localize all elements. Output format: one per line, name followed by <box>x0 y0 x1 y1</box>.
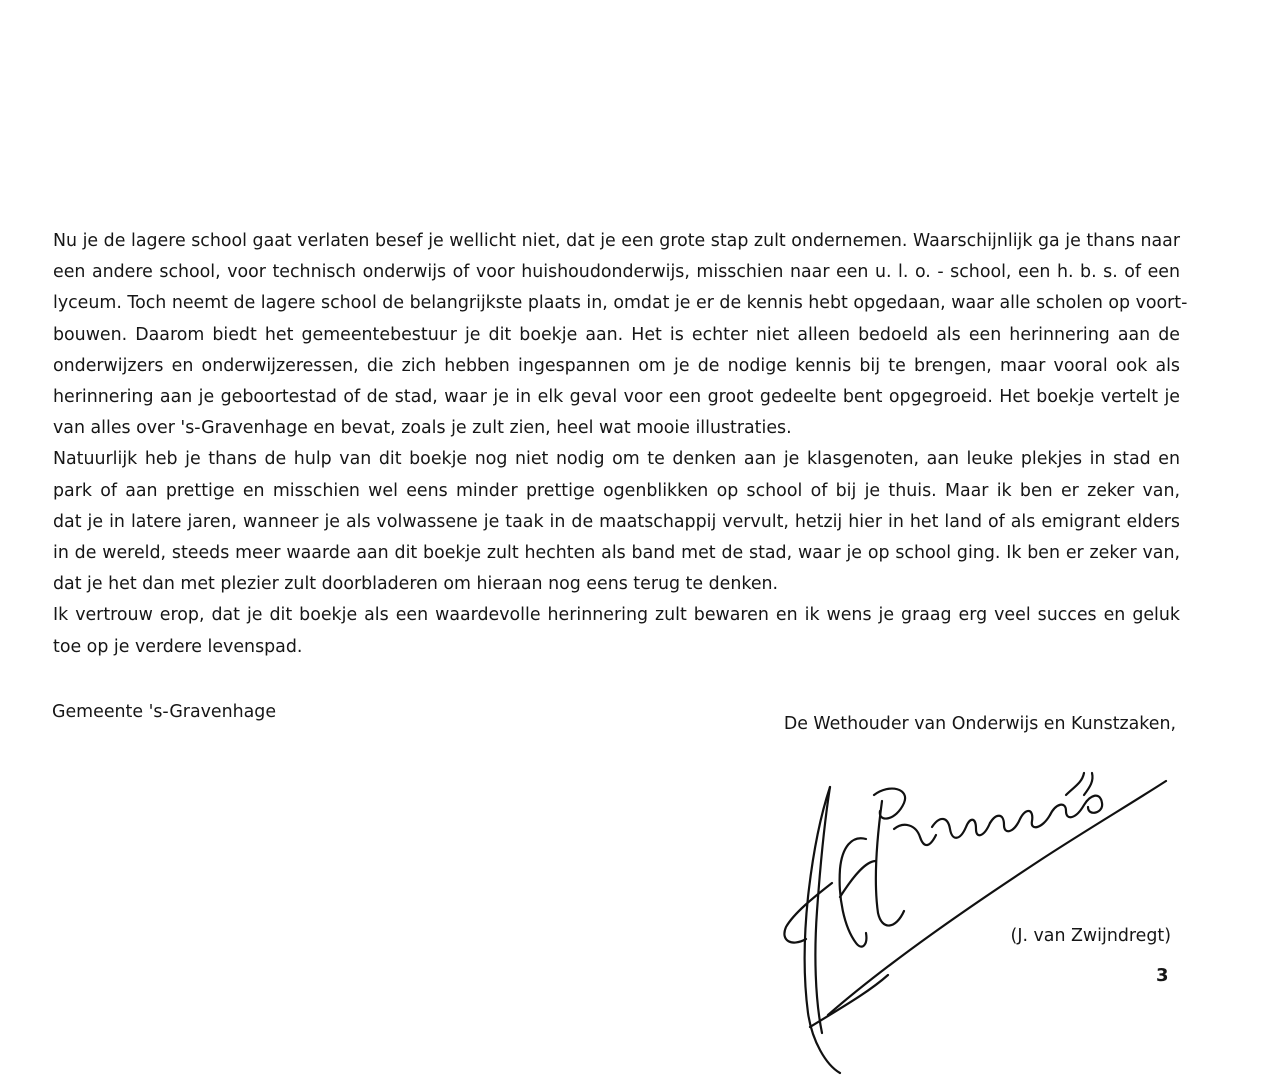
handwritten-signature <box>770 765 1190 1075</box>
letter-line: in de wereld, steeds meer waarde aan dit boekje zult hechten als band met de stad, waar je op school ging. Ik ben er zeker van, <box>53 543 1180 564</box>
letter-line: Natuurlijk heb je thans de hulp van dit boekje nog niet nodig om te denken aan je klasgenoten, aan leuke plekjes in stad en <box>53 449 1180 470</box>
letter-line: Nu je de lagere school gaat verlaten besef je wellicht niet, dat je een grote stap zult ondernemen. Waarschijnlijk ga je thans naar <box>53 231 1180 251</box>
letter-line: park of aan prettige en misschien wel eens minder prettige ogenblikken op school of bij je thuis. Maar ik ben er zeker van, <box>53 480 1180 501</box>
sender-municipality: Gemeente 's-Gravenhage <box>52 702 277 722</box>
page-number: 3 <box>1156 965 1169 986</box>
letter-line: een andere school, voor technisch onderwijs of voor huishoudonderwijs, misschien naar een u. l. o. - school, een h. b. s. of een <box>53 262 1180 283</box>
letter-line: herinnering aan je geboortestad of de stad, waar je in elk geval voor een groot gedeelte bent opgegroeid. Het boekje vertelt je <box>53 387 1180 408</box>
letter-line: dat je in latere jaren, wanneer je als volwassene je taak in de maatschappij vervult, hetzij hier in het land of als emigrant elders <box>53 511 1180 532</box>
letter-line: onderwijzers en onderwijzeressen, die zich hebben ingespannen om je de nodige kennis bij te brengen, maar vooral ook als <box>53 355 1180 376</box>
letter-line: bouwen. Daarom biedt het gemeentebestuur je dit boekje aan. Het is echter niet alleen bedoeld als een herinnering aan de <box>53 324 1180 345</box>
letter-line: dat je het dan met plezier zult doorbladeren om hieraan nog eens terug te denken. <box>53 574 779 595</box>
signer-name: (J. van Zwijndregt) <box>1010 926 1171 946</box>
letter-line: Ik vertrouw erop, dat je dit boekje als een waardevolle herinnering zult bewaren en ik wens je graag erg veel succes en geluk <box>53 605 1180 626</box>
signatory-role: De Wethouder van Onderwijs en Kunstzaken, <box>783 714 1176 734</box>
letter-line: van alles over 's-Gravenhage en bevat, zoals je zult zien, heel wat mooie illustraties. <box>53 418 792 439</box>
letter-line: toe op je verdere levenspad. <box>53 636 303 657</box>
letter-body <box>53 226 1188 663</box>
letter-line: lyceum. Toch neemt de lagere school de belangrijkste plaats in, omdat je er de kennis hebt opgedaan, waar alle scholen op voort- <box>53 293 1188 314</box>
